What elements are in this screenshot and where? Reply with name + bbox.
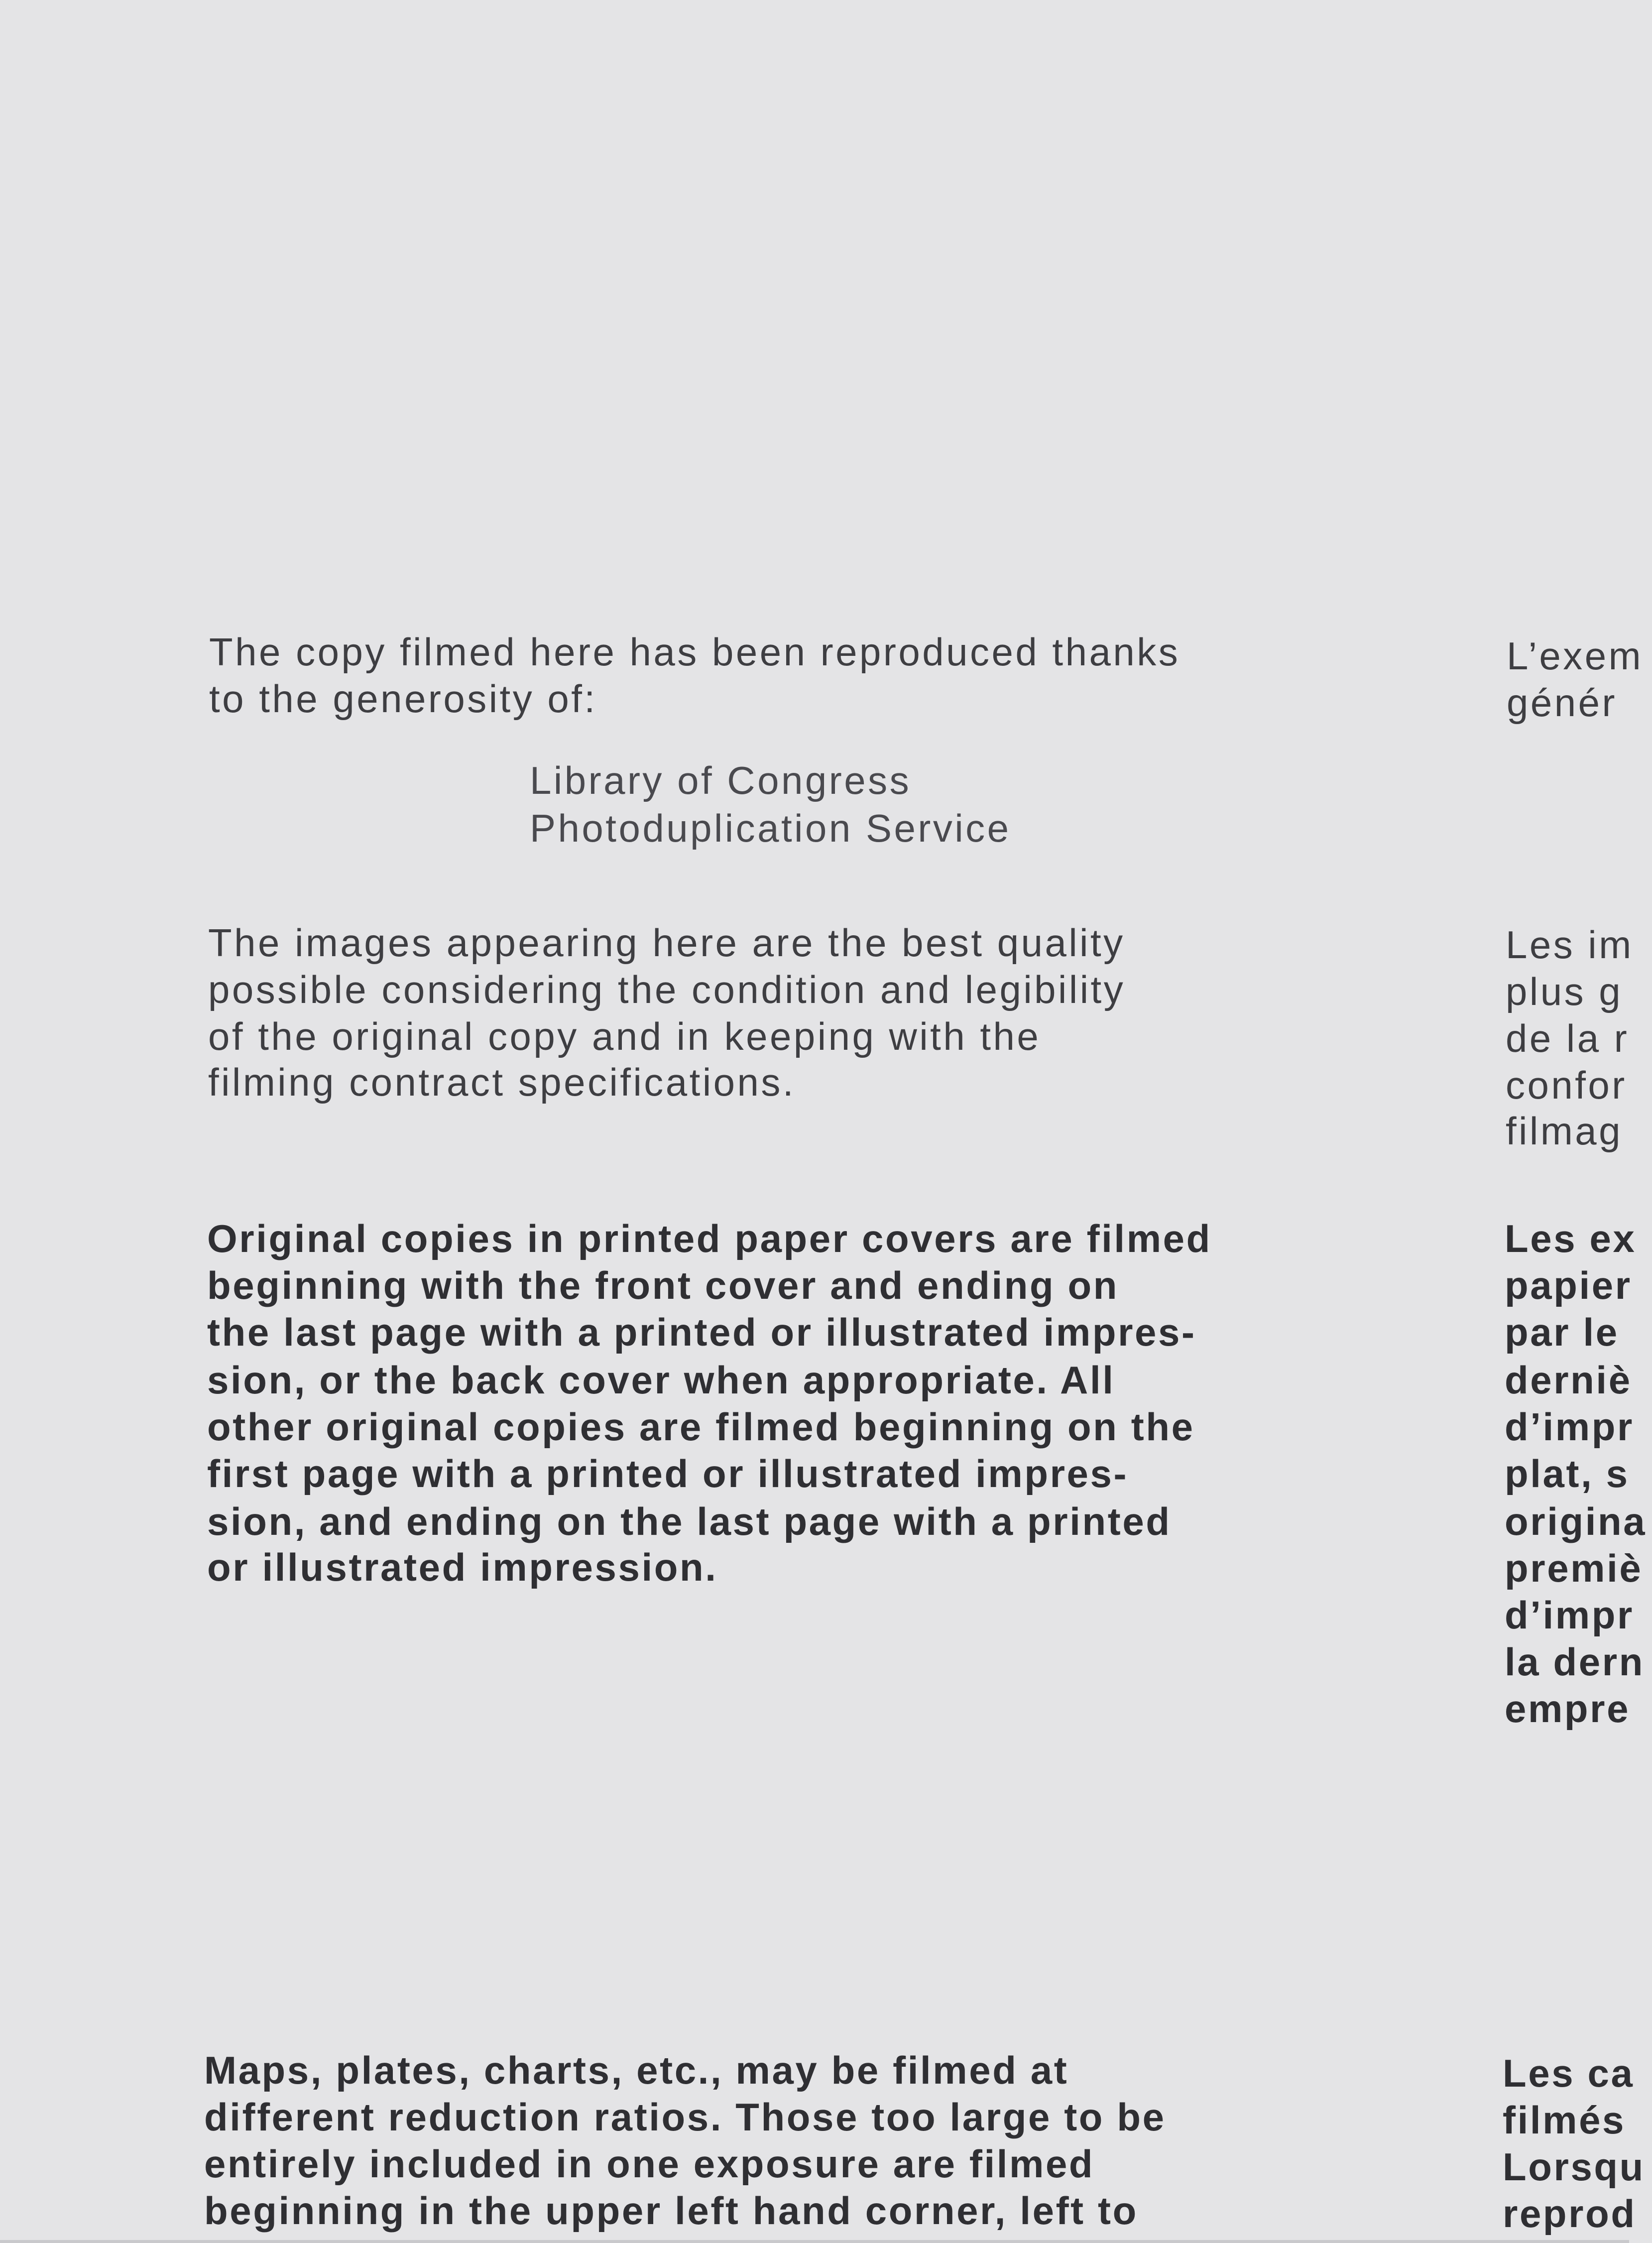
page-bottom-edge [0, 2240, 1629, 2243]
originals-line-5: other original copies are filmed beginning on the [207, 1405, 1195, 1449]
french-originals-line-10: la dern [1505, 1640, 1645, 1684]
french-originals-line-4: derniè [1505, 1358, 1632, 1402]
french-quality-line-1: Les im [1506, 923, 1634, 967]
originals-line-1: Original copies in printed paper covers are filmed [207, 1217, 1212, 1260]
french-originals-line-1: Les ex [1505, 1217, 1637, 1260]
french-quality-line-2: plus g [1506, 970, 1623, 1013]
originals-line-4: sion, or the back cover when appropriate. All [207, 1358, 1115, 1402]
french-intro-line-2: génér [1507, 681, 1617, 725]
french-originals-line-5: d’impr [1505, 1405, 1634, 1449]
originals-line-6: first page with a printed or illustrated impres- [207, 1452, 1129, 1495]
quality-line-4: filming contract specifications. [208, 1060, 796, 1104]
french-maps-line-3: Lorsqu [1503, 2145, 1645, 2189]
maps-line-3: entirely included in one exposure are filmed [204, 2142, 1095, 2186]
french-originals-line-3: par le [1505, 1310, 1619, 1354]
maps-line-4: beginning in the upper left hand corner, left to [204, 2189, 1138, 2233]
french-column [1503, 0, 1652, 2243]
intro-line-2: to the generosity of: [209, 677, 597, 721]
quality-line-2: possible considering the condition and legibility [208, 968, 1126, 1011]
french-originals-line-2: papier [1505, 1263, 1632, 1307]
institution-line-2: Photoduplication Service [530, 806, 1011, 850]
french-quality-line-3: de la r [1506, 1016, 1630, 1060]
french-maps-line-2: filmés [1503, 2098, 1626, 2142]
institution-line-1: Library of Congress [530, 758, 912, 802]
quality-line-3: of the original copy and in keeping with the [208, 1014, 1041, 1058]
maps-line-1: Maps, plates, charts, etc., may be filmed at [204, 2048, 1069, 2092]
french-originals-line-11: empre [1505, 1687, 1631, 1731]
quality-line-1: The images appearing here are the best quality [208, 921, 1125, 965]
french-originals-line-7: origina [1505, 1499, 1647, 1543]
french-quality-line-4: confor [1506, 1063, 1627, 1107]
intro-line-1: The copy filmed here has been reproduced thanks [209, 630, 1180, 674]
maps-line-2: different reduction ratios. Those too large to be [204, 2095, 1166, 2139]
originals-line-3: the last page with a printed or illustrated impres- [207, 1310, 1196, 1354]
originals-line-8: or illustrated impression. [207, 1545, 718, 1589]
french-quality-line-5: filmag [1506, 1109, 1623, 1153]
french-maps-line-4: reprod [1503, 2192, 1637, 2236]
french-originals-line-9: d’impr [1505, 1593, 1634, 1637]
french-intro-line-1: L’exem [1507, 634, 1644, 678]
french-originals-line-8: premiè [1505, 1546, 1643, 1590]
originals-line-7: sion, and ending on the last page with a printed [207, 1499, 1172, 1543]
french-originals-line-6: plat, s [1505, 1452, 1630, 1495]
french-maps-line-1: Les ca [1503, 2051, 1635, 2095]
originals-line-2: beginning with the front cover and ending on [207, 1263, 1119, 1307]
